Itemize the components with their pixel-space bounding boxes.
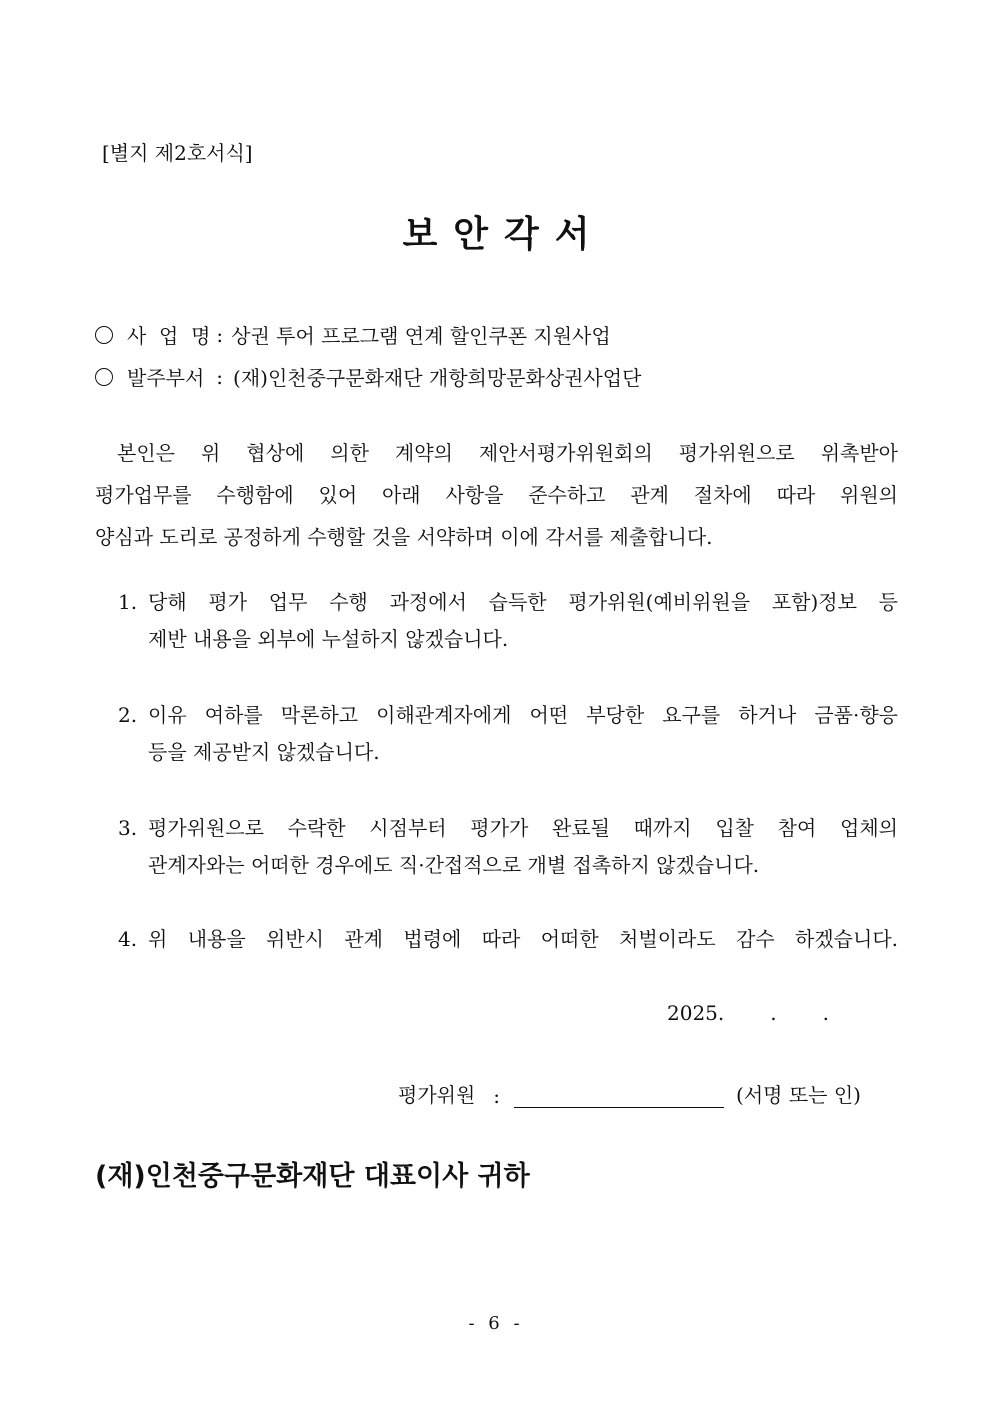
intro-line: 양심과 도리로 공정하게 수행할 것을 서약하며 이에 각서를 제출합니다. [95, 525, 713, 549]
date-day-dot: . [822, 1001, 829, 1025]
pledge-line: 등을 제공받지 않겠습니다. [148, 740, 380, 764]
project-name-value: 상권 투어 프로그램 연계 할인쿠폰 지원사업 [231, 324, 611, 348]
date-month-dot: . [770, 1001, 777, 1025]
pledge-item [118, 810, 898, 884]
project-name-row [95, 320, 611, 349]
circle-bullet-icon [95, 368, 113, 386]
pledge-line: 이유 여하를 막론하고 이해관계자에게 어떤 부당한 요구를 하거나 금품·향응 [148, 703, 898, 727]
document-title: 보안각서 [402, 214, 606, 255]
signature-suffix: (서명 또는 인) [736, 1083, 861, 1107]
ordering-dept-row [95, 362, 641, 391]
ordering-dept-value: (재)인천중구문화재단 개항희망문화상권사업단 [233, 366, 642, 390]
project-name-separator: : [216, 322, 224, 347]
pledge-line: 당해 평가 업무 수행 과정에서 습득한 평가위원(예비위원을 포함)정보 등 [148, 590, 898, 614]
form-label: [별지 제2호서식] [102, 141, 253, 165]
page-number: - 6 - [468, 1313, 524, 1334]
date-year: 2025. [667, 1001, 725, 1025]
pledge-line: 위 내용을 위반시 관계 법령에 따라 어떠한 처벌이라도 감수 하겠습니다. [148, 927, 898, 951]
project-name-label: 사 업 명 [127, 324, 211, 348]
pledge-item [118, 584, 898, 658]
pledge-number: 1. [118, 590, 138, 614]
ordering-dept-label: 발주부서 [127, 366, 205, 390]
pledge-item [118, 921, 898, 958]
signature-row [398, 1079, 861, 1108]
signature-blank-line[interactable] [514, 1083, 724, 1108]
pledge-number: 2. [118, 703, 138, 727]
pledge-line: 평가위원으로 수락한 시점부터 평가가 완료될 때까지 입찰 참여 업체의 [148, 816, 898, 840]
circle-bullet-icon [95, 326, 113, 344]
ordering-dept-separator: : [216, 364, 224, 389]
intro-line: 본인은 위 협상에 의한 계약의 제안서평가위원회의 평가위원으로 위촉받아 [117, 441, 898, 465]
intro-paragraph [95, 432, 898, 558]
pledge-number: 4. [118, 927, 138, 951]
pledge-line: 관계자와는 어떠한 경우에도 직·간접적으로 개별 접촉하지 않겠습니다. [148, 853, 760, 877]
signature-separator: : [493, 1084, 501, 1108]
pledge-item [118, 697, 898, 771]
date-line [667, 1001, 829, 1025]
pledge-number: 3. [118, 816, 138, 840]
recipient: (재)인천중구문화재단 대표이사 귀하 [95, 1161, 530, 1192]
signature-label: 평가위원 [398, 1083, 476, 1107]
intro-line: 평가업무를 수행함에 있어 아래 사항을 준수하고 관계 절차에 따라 위원의 [95, 483, 898, 507]
pledge-line: 제반 내용을 외부에 누설하지 않겠습니다. [148, 627, 509, 651]
